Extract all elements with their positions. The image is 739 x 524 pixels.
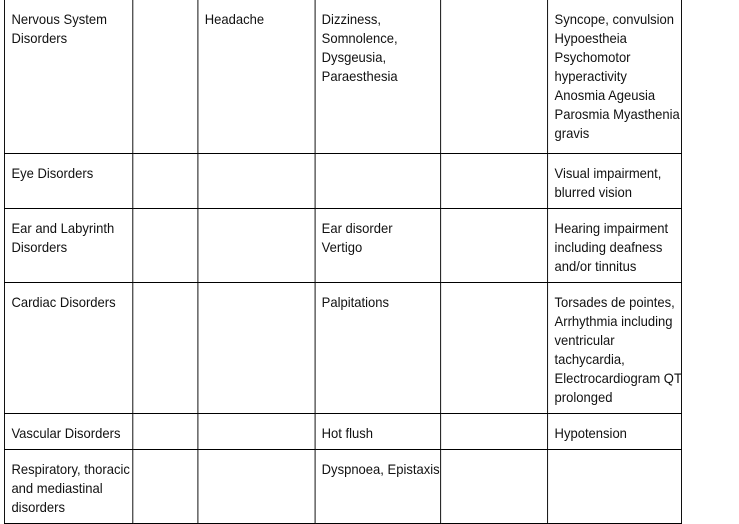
frequency-cell <box>198 0 315 153</box>
cell-line: Hot flush <box>321 424 374 441</box>
cell-line: Hearing impairment <box>554 219 669 236</box>
cell-line: Hypotension <box>554 424 627 441</box>
cell-line: Disorders <box>11 30 68 46</box>
cell-line: and/or tinnitus <box>554 257 637 274</box>
empty-cell <box>198 413 315 449</box>
empty-cell <box>133 449 198 523</box>
cell-line: Syncope, convulsion <box>554 11 674 27</box>
frequency-cell <box>548 153 682 208</box>
cell-line: Cardiac Disorders <box>11 293 116 310</box>
organ-class-cell <box>4 208 132 282</box>
cell-line: prolonged <box>554 388 613 405</box>
table-row <box>4 0 681 153</box>
cell-line: ventricular <box>554 331 615 348</box>
empty-cell <box>441 449 548 523</box>
cell-line: blurred vision <box>554 183 632 200</box>
frequency-cell <box>548 282 682 413</box>
frequency-cell <box>315 208 441 282</box>
empty-cell <box>198 208 315 282</box>
cell-line: Dizziness, <box>321 11 381 27</box>
cell-line: Electrocardiogram QT <box>554 369 682 386</box>
cell-line: Disorders <box>11 238 68 255</box>
empty-cell <box>548 449 682 523</box>
organ-class-cell <box>4 413 132 449</box>
empty-cell <box>198 449 315 523</box>
empty-cell <box>441 413 548 449</box>
frequency-cell <box>548 0 682 153</box>
empty-cell <box>133 282 198 413</box>
cell-line: tachycardia, <box>554 350 625 367</box>
cell-line: Somnolence, <box>321 30 398 46</box>
organ-class-cell <box>4 449 132 523</box>
empty-cell <box>133 0 198 153</box>
table-row <box>4 449 681 523</box>
cell-line: Arrhythmia including <box>554 312 673 329</box>
empty-cell <box>133 208 198 282</box>
organ-class-cell <box>4 282 132 413</box>
organ-class-cell <box>4 0 132 153</box>
cell-line: Psychomotor <box>554 49 631 65</box>
cell-line: Nervous System <box>11 11 107 27</box>
cell-line: Visual impairment, <box>554 164 662 181</box>
frequency-cell <box>548 208 682 282</box>
cell-line: Parosmia Myasthenia <box>554 106 680 122</box>
cell-line: hyperactivity <box>554 68 627 84</box>
frequency-cell <box>315 282 441 413</box>
empty-cell <box>441 153 548 208</box>
frequency-cell <box>315 449 441 523</box>
cell-line: Paraesthesia <box>321 68 398 84</box>
cell-line: Headache <box>204 11 265 27</box>
cell-line: Ear disorder <box>321 219 393 236</box>
empty-cell <box>198 282 315 413</box>
cell-line: Hypoestheia <box>554 30 627 46</box>
frequency-cell <box>548 413 682 449</box>
cell-line: Anosmia Ageusia <box>554 87 656 103</box>
adverse-reactions-table <box>4 0 682 524</box>
empty-cell <box>441 0 548 153</box>
cell-line: Vascular Disorders <box>11 424 121 441</box>
cell-line: gravis <box>554 125 590 141</box>
organ-class-cell <box>4 153 132 208</box>
empty-cell <box>315 153 441 208</box>
table-row <box>4 282 681 413</box>
cell-line: disorders <box>11 498 66 515</box>
cell-line: Torsades de pointes, <box>554 293 675 310</box>
frequency-cell <box>315 413 441 449</box>
cell-line: Dysgeusia, <box>321 49 387 65</box>
cell-line: Ear and Labyrinth <box>11 219 115 236</box>
empty-cell <box>441 282 548 413</box>
cell-line: Palpitations <box>321 293 389 310</box>
empty-cell <box>133 153 198 208</box>
cell-line: including deafness <box>554 238 663 255</box>
empty-cell <box>198 153 315 208</box>
empty-cell <box>133 413 198 449</box>
cell-line: Respiratory, thoracic <box>11 460 130 477</box>
table-row <box>4 208 681 282</box>
cell-line: Dyspnoea, Epistaxis <box>321 460 440 477</box>
empty-cell <box>441 208 548 282</box>
cell-line: and mediastinal <box>11 479 103 496</box>
table-row <box>4 153 681 208</box>
cell-line: Eye Disorders <box>11 164 94 181</box>
table-row <box>4 413 681 449</box>
cell-line: Vertigo <box>321 238 363 255</box>
frequency-cell <box>315 0 441 153</box>
